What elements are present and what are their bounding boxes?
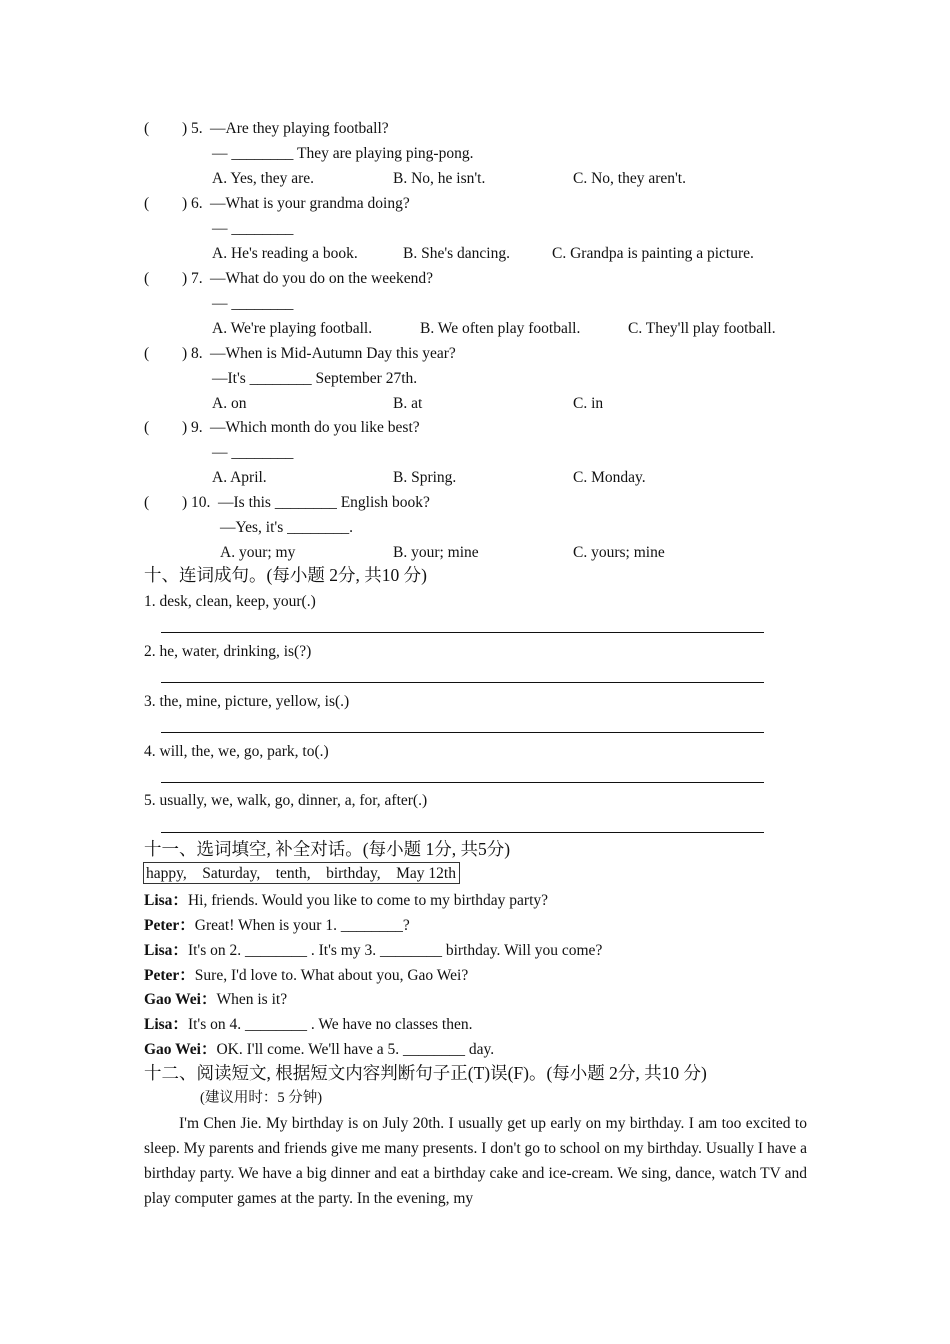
question-8-text: —When is Mid-Autumn Day this year? xyxy=(210,345,456,362)
question-10-text: —Is this ________ English book? xyxy=(218,494,430,511)
question-6-option-a: A. He's reading a book. xyxy=(212,245,358,262)
question-5-stem: — ________ They are playing ping-pong. xyxy=(212,145,474,162)
dialogue-line-7 xyxy=(144,1042,494,1058)
question-9-option-a: A. April. xyxy=(212,469,267,486)
question-8-stem: —It's ________ September 27th. xyxy=(212,370,418,387)
dialogue-line-2 xyxy=(144,918,410,934)
question-5-text: —Are they playing football? xyxy=(210,120,389,137)
question-6-text: —What is your grandma doing? xyxy=(210,195,410,212)
question-8-number: ) 8. xyxy=(182,345,203,362)
dialogue-line-3 xyxy=(144,943,602,959)
speaker: Peter： xyxy=(144,967,195,984)
section-12-title: 十二、阅读短文, 根据短文内容判断句子正(T)误(F)。(每小题 2分, 共10 分) xyxy=(144,1063,707,1083)
speaker: Lisa： xyxy=(144,892,188,909)
dialogue-text: OK. I'll come. We'll have a 5. ________ day. xyxy=(216,1041,495,1058)
question-5-paren: ( xyxy=(144,120,150,137)
answer-line-2 xyxy=(161,682,764,683)
dialogue-text: Sure, I'd love to. What about you, Gao Wei? xyxy=(194,967,469,984)
question-9-number: ) 9. xyxy=(182,419,203,436)
question-10-option-a: A. your; my xyxy=(220,544,296,561)
question-8-option-c: C. in xyxy=(573,395,604,412)
question-7-text: —What do you do on the weekend? xyxy=(210,270,433,287)
question-10-option-c: C. yours; mine xyxy=(573,544,665,561)
dialogue-text: It's on 2. ________ . It's my 3. ________ birthday. Will you come? xyxy=(187,942,603,959)
answer-line-1 xyxy=(161,632,764,633)
question-7-paren: ( xyxy=(144,270,150,287)
sentence-item-4: 4. will, the, we, go, park, to(.) xyxy=(144,743,329,760)
question-5-option-a: A. Yes, they are. xyxy=(212,170,315,187)
reading-passage xyxy=(144,1111,807,1211)
answer-line-3 xyxy=(161,732,764,733)
question-6-stem: — ________ xyxy=(212,220,294,237)
question-9-text: —Which month do you like best? xyxy=(210,419,420,436)
question-8-option-b: B. at xyxy=(393,395,423,412)
reading-passage-text: I'm Chen Jie. My birthday is on July 20th. I usually get up early on my birthday. I am too excited to sleep. My parents and friends give me many presents. I don't go to school on my birthday. Usually I have a birthday party. We have a big dinner and eat a birthday cake and ice-cream. We sing, dance, watch TV and play computer games at the party. In the evening, my xyxy=(144,1115,807,1207)
answer-line-4 xyxy=(161,782,764,783)
dialogue-line-1 xyxy=(144,893,548,909)
question-10-stem: —Yes, it's ________. xyxy=(220,519,353,536)
answer-line-5 xyxy=(161,832,764,833)
section-10-title: 十、连词成句。(每小题 2分, 共10 分) xyxy=(144,565,427,585)
question-7-number: ) 7. xyxy=(182,270,203,287)
dialogue-line-6 xyxy=(144,1017,472,1033)
word-box-text: happy, Saturday, tenth, birthday, May 12th xyxy=(143,862,460,884)
sentence-item-1: 1. desk, clean, keep, your(.) xyxy=(144,593,316,610)
dialogue-text: When is it? xyxy=(216,991,288,1008)
question-5-number: ) 5. xyxy=(182,120,203,137)
dialogue-line-4 xyxy=(144,968,468,984)
speaker: Gao Wei： xyxy=(144,1041,217,1058)
speaker: Gao Wei： xyxy=(144,991,217,1008)
question-5-option-b: B. No, he isn't. xyxy=(393,170,486,187)
speaker: Lisa： xyxy=(144,1016,188,1033)
question-10-number: ) 10. xyxy=(182,494,211,511)
question-7-option-a: A. We're playing football. xyxy=(212,320,373,337)
question-6-paren: ( xyxy=(144,195,150,212)
question-7-stem: — ________ xyxy=(212,295,294,312)
question-8-option-a: A. on xyxy=(212,395,247,412)
question-6-number: ) 6. xyxy=(182,195,203,212)
question-7-option-b: B. We often play football. xyxy=(420,320,581,337)
question-5-option-c: C. No, they aren't. xyxy=(573,170,686,187)
sentence-item-2: 2. he, water, drinking, is(?) xyxy=(144,643,312,660)
dialogue-line-5 xyxy=(144,992,287,1008)
speaker: Peter： xyxy=(144,917,195,934)
question-6-option-b: B. She's dancing. xyxy=(403,245,510,262)
question-9-option-b: B. Spring. xyxy=(393,469,457,486)
section-11-title: 十一、选词填空, 补全对话。(每小题 1分, 共5分) xyxy=(144,839,511,859)
speaker: Lisa： xyxy=(144,942,188,959)
word-box xyxy=(143,866,460,882)
sentence-item-5: 5. usually, we, walk, go, dinner, a, for, after(.) xyxy=(144,792,428,809)
question-6-option-c: C. Grandpa is painting a picture. xyxy=(552,245,754,262)
question-9-paren: ( xyxy=(144,419,150,436)
section-12-subtitle: (建议用时：5 分钟) xyxy=(200,1090,323,1106)
question-9-stem: — ________ xyxy=(212,444,294,461)
question-9-option-c: C. Monday. xyxy=(573,469,646,486)
sentence-item-3: 3. the, mine, picture, yellow, is(.) xyxy=(144,693,350,710)
dialogue-text: It's on 4. ________ . We have no classes then. xyxy=(187,1016,473,1033)
question-10-option-b: B. your; mine xyxy=(393,544,479,561)
question-10-paren: ( xyxy=(144,494,150,511)
question-7-option-c: C. They'll play football. xyxy=(628,320,776,337)
dialogue-text: Great! When is your 1. ________? xyxy=(194,917,410,934)
dialogue-text: Hi, friends. Would you like to come to my birthday party? xyxy=(187,892,549,909)
question-8-paren: ( xyxy=(144,345,150,362)
